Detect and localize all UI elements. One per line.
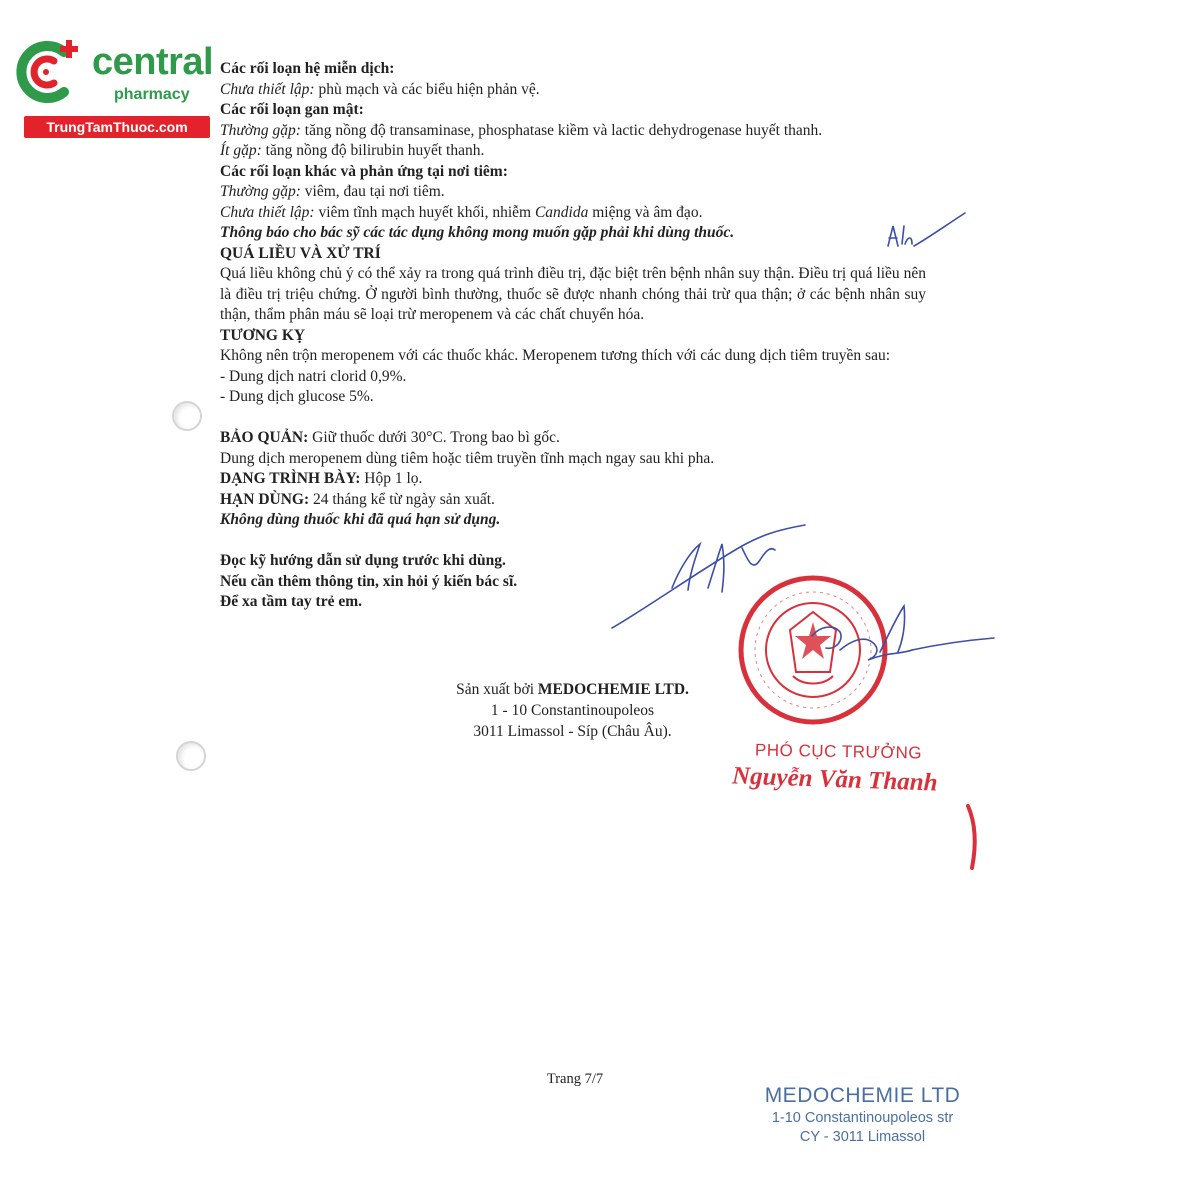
company-stamp-address-1: 1-10 Constantinoupoleos str	[771, 1110, 954, 1126]
incompatibility-paragraph: Không nên trộn meropenem với các thuốc khác. Meropenem tương thích với các dung dịch tiêm truyền sau:	[220, 347, 891, 364]
hepato-common-line: Thường gặp: tăng nồng độ transaminase, phosphatase kiềm và lactic dehydrogenase huyết thanh.	[220, 121, 823, 139]
overdose-paragraph: Quá liều không chủ ý có thể xảy ra trong quá trình điều trị, đặc biệt trên bệnh nhân suy thận. Điều trị quá liều nên là điều trị triệu chứng. Ở người bình thường, thuốc sẽ được nhanh chóng thải trừ qua thận; ở các bệnh nhân suy thận, thẩm phân máu sẽ loại trừ meropenem và các chất chuyển hóa.	[220, 265, 926, 323]
incompatibility-item: - Dung dịch natri clorid 0,9%.	[220, 367, 407, 385]
dosage-form-line: DẠNG TRÌNH BÀY: Hộp 1 lọ.	[220, 470, 423, 487]
injection-heading: Các rối loạn khác và phản ứng tại nơi tiêm:	[220, 162, 508, 180]
logo-url[interactable]: TrungTamThuoc.com	[24, 116, 210, 138]
storage-line: BẢO QUẢN: Giữ thuốc dưới 30°C. Trong bao bì gốc.	[220, 429, 560, 446]
expiry-warning: Không dùng thuốc khi đã quá hạn sử dụng.	[220, 511, 501, 528]
ask-doctor-note: Nếu cần thêm thông tin, xin hỏi ý kiến bác sĩ.	[220, 572, 518, 590]
manufacturer-address-1: 1 - 10 Constantinoupoleos	[490, 702, 655, 719]
storage-line-2: Dung dịch meropenem dùng tiêm hoặc tiêm truyền tĩnh mạch ngay sau khi pha.	[220, 449, 715, 467]
incompatibility-item: - Dung dịch glucose 5%.	[220, 388, 374, 405]
spacer	[220, 531, 926, 552]
shelf-life-line: HẠN DÙNG: 24 tháng kể từ ngày sản xuất.	[220, 490, 495, 508]
company-stamp	[760, 1083, 965, 1147]
manufacturer-block	[400, 679, 745, 742]
incompatibility-heading: TƯƠNG KỴ	[220, 326, 306, 344]
stamp-signer-name: Nguyễn Văn Thanh	[731, 762, 939, 797]
punch-hole	[172, 401, 202, 431]
hepato-uncommon-line: Ít gặp: tăng nồng độ bilirubin huyết thanh.	[220, 142, 485, 159]
punch-hole	[176, 741, 206, 771]
logo-subtitle: pharmacy	[114, 86, 190, 103]
immune-heading: Các rối loạn hệ miễn dịch:	[220, 60, 395, 77]
hepato-heading: Các rối loạn gan mật:	[220, 101, 364, 118]
spacer	[220, 408, 926, 429]
stamp-title: PHÓ CỤC TRƯỞNG	[754, 740, 923, 763]
injection-not-established-line: Chưa thiết lập: viêm tĩnh mạch huyết khối, nhiễm Candida miệng và âm đạo.	[220, 203, 703, 221]
document-body	[220, 59, 926, 613]
company-stamp-name: MEDOCHEMIE LTD	[764, 1084, 961, 1107]
company-stamp-address-2: CY - 3011 Limassol	[799, 1129, 926, 1145]
manufacturer-line: Sản xuất bởi MEDOCHEMIE LTD.	[456, 681, 689, 698]
page-number: Trang 7/7	[546, 1071, 604, 1087]
manufacturer-address-2: 3011 Limassol - Síp (Châu Âu).	[473, 723, 672, 740]
notify-doctor-note: Thông báo cho bác sỹ các tác dụng không mong muốn gặp phải khi dùng thuốc.	[220, 224, 735, 241]
pharmacy-logo-icon	[10, 36, 92, 108]
pharmacy-logo	[10, 36, 215, 136]
injection-common-line: Thường gặp: viêm, đau tại nơi tiêm.	[220, 183, 445, 200]
immune-line: Chưa thiết lập: phù mạch và các biểu hiện phản vệ.	[220, 80, 540, 98]
keep-away-note: Để xa tầm tay trẻ em.	[220, 593, 363, 610]
overdose-heading: QUÁ LIỀU VÀ XỬ TRÍ	[220, 244, 381, 262]
edge-mark	[968, 806, 975, 868]
read-instructions-note: Đọc kỹ hướng dẫn sử dụng trước khi dùng.	[220, 552, 506, 569]
logo-name: central	[92, 41, 214, 83]
